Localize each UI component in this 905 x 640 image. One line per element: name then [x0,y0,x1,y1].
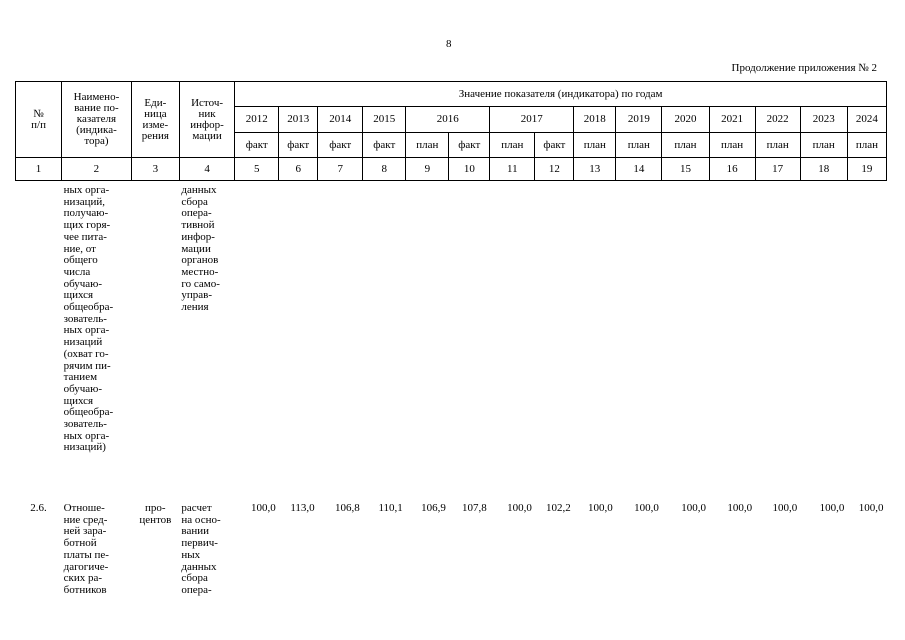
row-source: данных сбора опера- тивной инфор- мации органов местно- го само- управ- ления [181,184,220,314]
row-value: 100,0 [819,502,845,514]
row-value: 102,2 [546,502,571,514]
row-value [363,181,406,494]
row-value: 106,9 [421,502,446,514]
row-value [406,181,449,494]
row-value [662,181,709,494]
row-value [616,181,662,494]
column-number: 19 [847,158,886,181]
year-header: 2017 [490,107,574,133]
year-header: 2020 [662,107,709,133]
column-number: 2 [62,158,132,181]
col-header-name: Наимено- вание по- казателя (индика- тора) [62,82,132,158]
value-type-header: план [490,133,535,158]
column-number: 3 [131,158,179,181]
page-number: 8 [446,38,452,50]
column-number: 7 [318,158,363,181]
row-value [235,181,279,494]
row-value [709,181,755,494]
column-number: 4 [179,158,234,181]
value-type-header: факт [279,133,318,158]
column-number: 10 [449,158,490,181]
column-number: 13 [574,158,616,181]
row-value [449,181,490,494]
column-number: 1 [16,158,62,181]
value-type-header: факт [535,133,574,158]
year-header: 2021 [709,107,755,133]
value-type-header: факт [318,133,363,158]
row-value: 100,0 [634,502,659,514]
value-type-header: план [616,133,662,158]
year-header: 2019 [616,107,662,133]
row-value: 113,0 [290,502,315,514]
column-number: 18 [800,158,847,181]
column-number: 11 [490,158,535,181]
row-value [535,181,574,494]
value-type-header: план [662,133,709,158]
column-number: 15 [662,158,709,181]
column-number: 16 [709,158,755,181]
year-header: 2024 [847,107,886,133]
row-source: расчет на осно- вании первич- ных данных сбора опера- [181,502,221,596]
row-value: 100,0 [772,502,798,514]
row-value: 100,0 [681,502,707,514]
row-unit [131,181,179,494]
row-value: 100,0 [251,502,276,514]
value-type-header: факт [363,133,406,158]
indicator-table [15,81,887,597]
row-unit: про- центов [139,502,172,526]
table-row [16,181,887,494]
row-index: 2.6. [30,502,47,514]
col-header-index: № п/п [16,82,62,158]
row-value [847,181,886,494]
value-type-header: план [574,133,616,158]
year-header: 2018 [574,107,616,133]
row-index [16,181,62,494]
value-type-header: план [406,133,449,158]
row-value [755,181,800,494]
year-header: 2013 [279,107,318,133]
row-value [318,181,363,494]
column-number: 6 [279,158,318,181]
row-value: 107,8 [462,502,487,514]
year-header: 2012 [235,107,279,133]
row-value: 110,1 [378,502,403,514]
appendix-continuation-label: Продолжение приложения № 2 [731,62,877,74]
row-value: 106,8 [335,502,360,514]
row-value [279,181,318,494]
row-value [490,181,535,494]
row-value [574,181,616,494]
row-value: 100,0 [858,502,884,514]
row-indicator-name: Отноше- ние сред- ней зара- ботной платы пе- дагогиче- ских ра- ботников [63,502,109,596]
row-value [800,181,847,494]
row-value: 100,0 [588,502,613,514]
row-indicator-name: ных орга- низаций, получаю- щих горя- чее пита- ние, от общего числа обучаю- щихся общеобра- зователь- ных орга- низаций (охват го- рячим пи- танием обучаю- щихся общеобра- зователь- ных орга- низаций) [63,184,114,454]
col-header-source: Источ- ник инфор- мации [179,82,234,158]
column-number: 17 [755,158,800,181]
column-number: 12 [535,158,574,181]
value-type-header: план [709,133,755,158]
column-number: 9 [406,158,449,181]
year-header: 2016 [406,107,490,133]
row-value: 100,0 [727,502,753,514]
table-row [16,493,887,597]
year-header: 2022 [755,107,800,133]
value-type-header: план [755,133,800,158]
value-type-header: план [847,133,886,158]
year-header: 2014 [318,107,363,133]
value-type-header: факт [235,133,279,158]
year-header: 2015 [363,107,406,133]
row-value: 100,0 [507,502,532,514]
col-header-values-group: Значение показателя (индикатора) по годам [235,82,887,107]
col-header-unit: Еди- ница изме- рения [131,82,179,158]
column-number: 14 [616,158,662,181]
value-type-header: план [800,133,847,158]
year-header: 2023 [800,107,847,133]
value-type-header: факт [449,133,490,158]
column-number: 5 [235,158,279,181]
column-number: 8 [363,158,406,181]
